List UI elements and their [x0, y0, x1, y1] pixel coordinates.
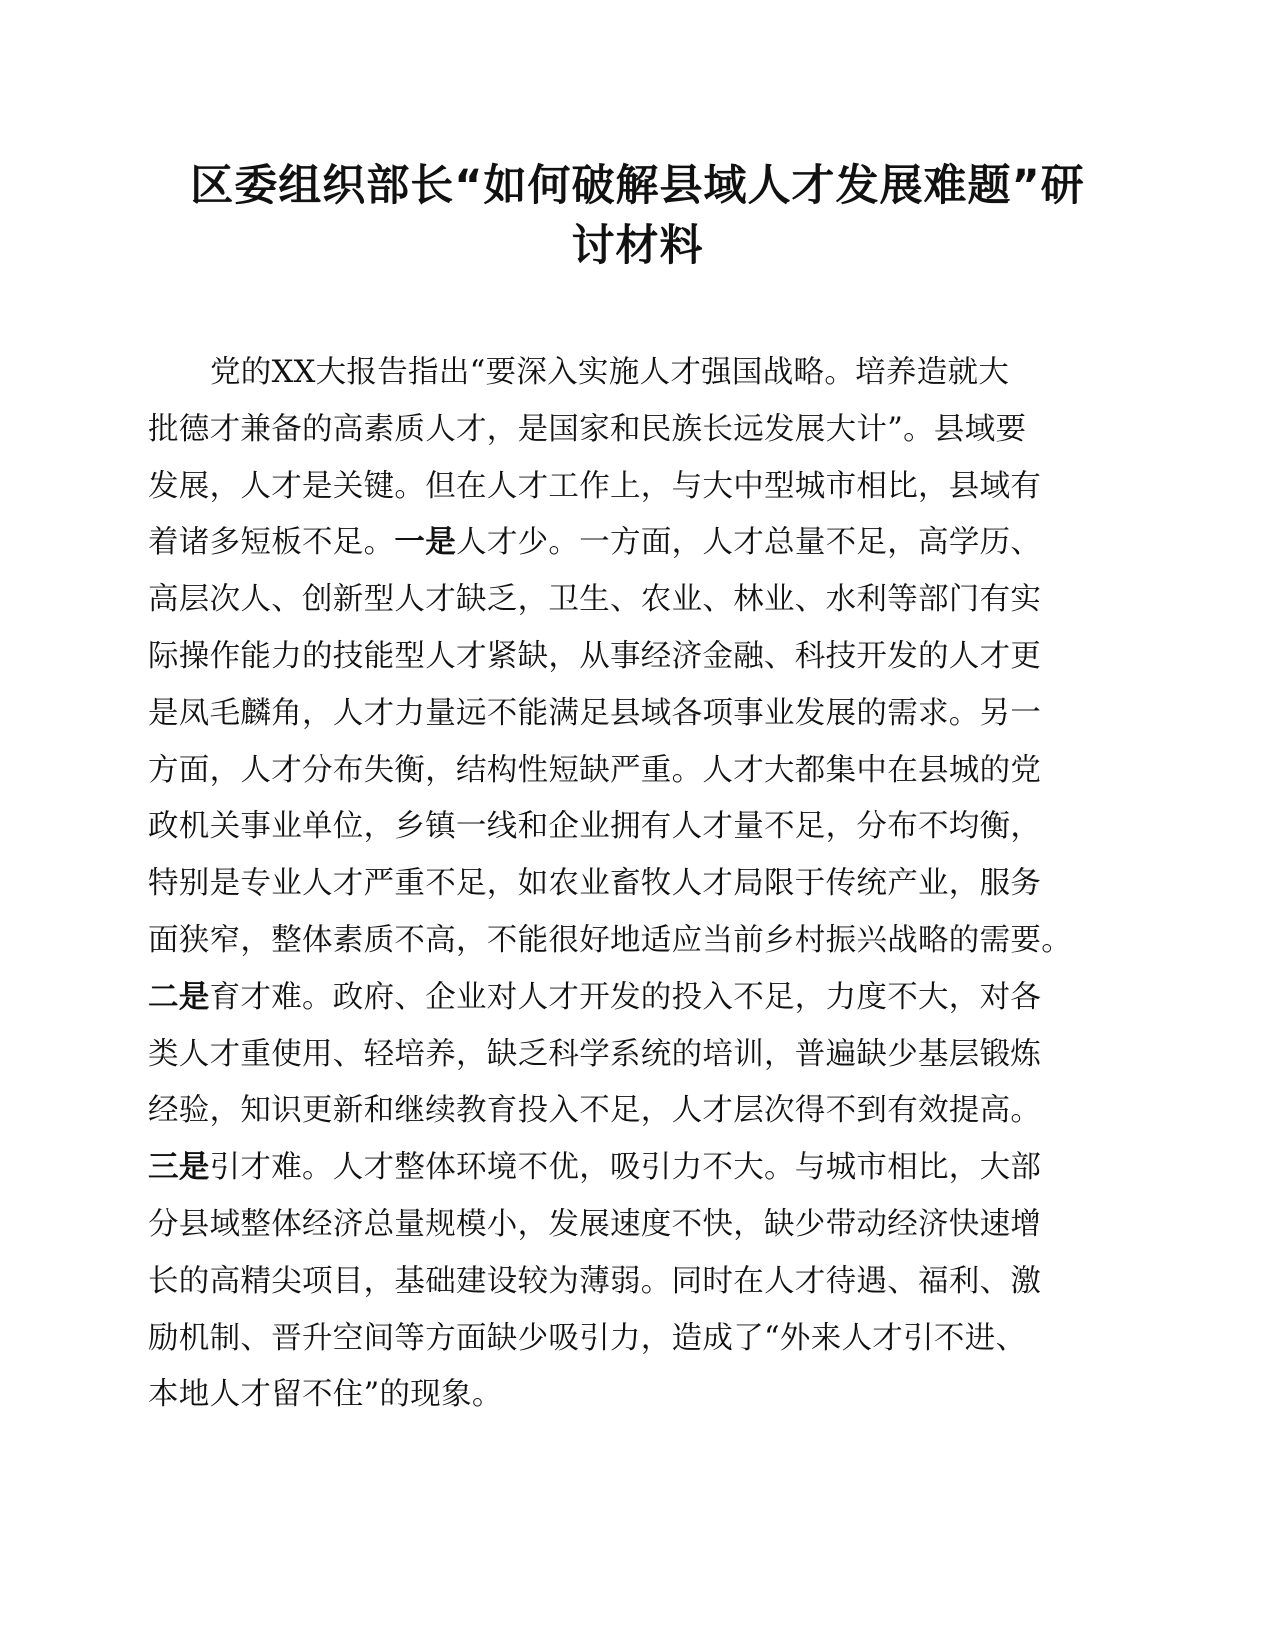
title-line-1: 区委组织部长“如何破解县域人才发展难题”研	[190, 161, 1085, 211]
body-line-13: 类人才重使用、轻培养，缺乏科学系统的培训，普遍缺少基层锻炼	[148, 1036, 1042, 1072]
body-line-4-rest: 人才少。一方面，人才总量不足，高学历、	[456, 525, 1042, 561]
point-one-label: 一是	[394, 525, 457, 561]
body-line-5: 高层次人、创新型人才缺乏，卫生、农业、林业、水利等部门有实	[148, 582, 1042, 618]
body-line-14: 经验，知识更新和继续教育投入不足，人才层次得不到有效提高。	[148, 1093, 1042, 1129]
body-line-6: 际操作能力的技能型人才紧缺，从事经济金融、科技开发的人才更	[148, 638, 1042, 674]
body-line-9: 政机关事业单位，乡镇一线和企业拥有人才量不足，分布不均衡，	[148, 809, 1042, 845]
point-two-label: 二是	[148, 979, 210, 1015]
body-line-18: 励机制、晋升空间等方面缺少吸引力，造成了“外来人才引不进、	[148, 1320, 1027, 1356]
body-line-16: 分县域整体经济总量规模小，发展速度不快，缺少带动经济快速增	[148, 1206, 1042, 1242]
body-line-3: 发展，人才是关键。但在人才工作上，与大中型城市相比，县域有	[148, 468, 1042, 504]
body-line-7: 是凤毛麟角，人才力量远不能满足县域各项事业发展的需求。另一	[148, 695, 1042, 731]
body-line-15-rest: 引才难。人才整体环境不优，吸引力不大。与城市相比，大部	[209, 1150, 1042, 1186]
body-line-4-text: 着诸多短板不足。	[148, 525, 395, 561]
title-line-2: 讨材料	[571, 221, 704, 271]
body-line-2: 批德才兼备的高素质人才，是国家和民族长远发展大计”。县域要	[148, 411, 1027, 447]
body-line-15	[148, 1140, 1108, 1197]
document-title	[140, 156, 1135, 276]
body-line-12	[148, 970, 1108, 1027]
body-line-4	[148, 515, 1108, 572]
body-line-10: 特别是专业人才严重不足，如农业畜牧人才局限于传统产业，服务	[148, 866, 1042, 902]
body-line-1: 党的XX大报告指出“要深入实施人才强国战略。培养造就大	[210, 355, 1010, 390]
body-line-19: 本地人才留不住”的现象。	[148, 1377, 503, 1413]
point-three-label: 三是	[148, 1150, 210, 1186]
body-line-11: 面狭窄，整体素质不高，不能很好地适应当前乡村振兴战略的需要。	[148, 922, 1072, 958]
body-line-12-rest: 育才难。政府、企业对人才开发的投入不足，力度不大，对各	[209, 979, 1042, 1015]
document-body	[148, 345, 1108, 1424]
body-line-17: 长的高精尖项目，基础建设较为薄弱。同时在人才待遇、福利、激	[148, 1263, 1042, 1299]
body-line-8: 方面，人才分布失衡，结构性短缺严重。人才大都集中在县城的党	[148, 752, 1042, 788]
